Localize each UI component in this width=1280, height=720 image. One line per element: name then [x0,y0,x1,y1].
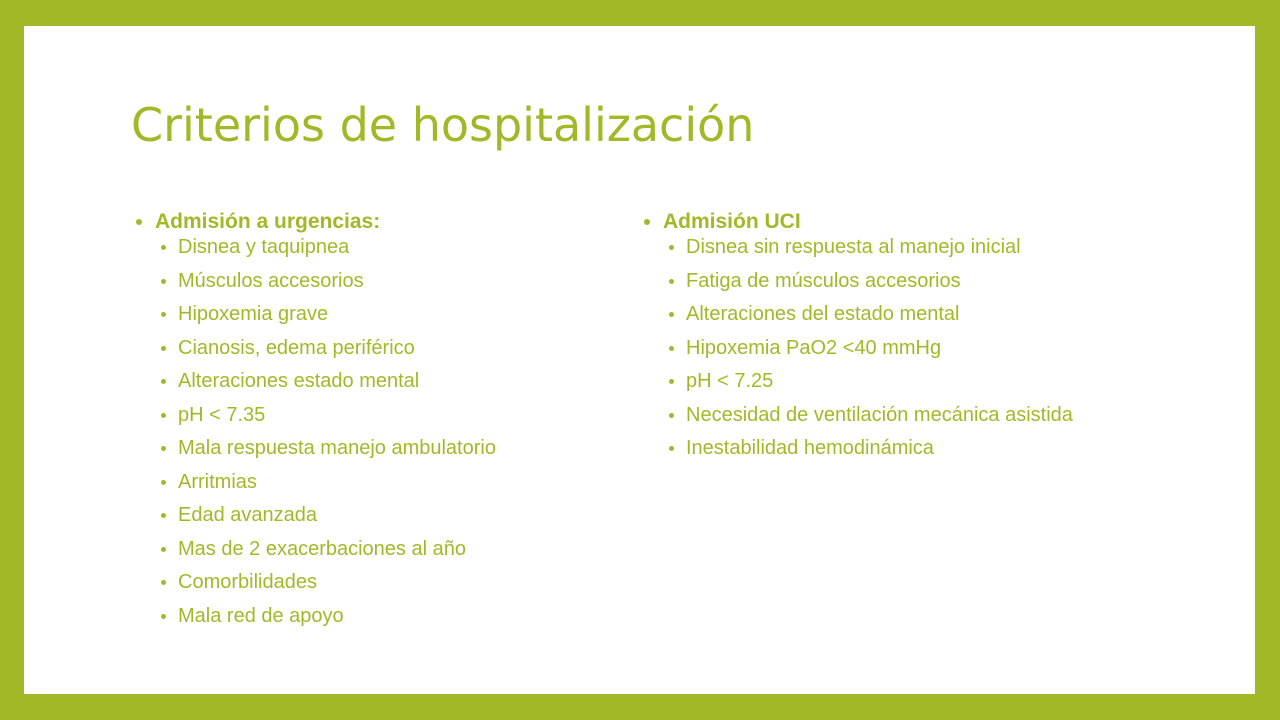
right-column-heading-text: Admisión UCI [663,210,801,233]
list-item-text: pH < 7.25 [686,370,774,392]
list-item-text: Alteraciones estado mental [178,370,420,392]
bullet-icon [161,614,166,619]
bullet-icon [669,346,674,351]
bullet-icon [669,245,674,250]
list-item-text: Disnea y taquipnea [178,236,350,258]
list-item-text: Arritmias [178,470,257,493]
bullet-icon [161,446,166,451]
bullet-icon [669,279,674,284]
list-item-text: Mas de 2 exacerbaciones al año [178,537,466,560]
slide-canvas [24,26,1255,694]
bullet-icon [161,580,166,585]
list-item [178,504,606,527]
list-item-text: Mala red de apoyo [178,604,344,627]
list-item-text: Necesidad de ventilación mecánica asistida [686,403,1073,426]
list-item [178,404,606,427]
bullet-icon [669,413,674,418]
right-column [644,208,1124,471]
list-item-text: pH < 7.35 [178,403,266,426]
bullet-icon [161,245,166,250]
bullet-icon [161,312,166,317]
list-item-text: Cianosis, edema periférico [178,336,415,359]
bullet-icon [161,379,166,384]
bullet-icon [161,279,166,284]
bullet-icon [161,547,166,552]
list-item-text: Hipoxemia PaO2 <40 mmHg [686,336,942,359]
list-item [178,538,606,561]
bullet-icon [669,312,674,317]
list-item [686,437,1124,460]
list-item-text: Alteraciones del estado mental [686,303,960,325]
left-column-list [136,236,606,628]
list-item-text: Fatiga de músculos accesorios [686,269,961,292]
list-item-text: Disnea sin respuesta al manejo inicial [686,236,1021,258]
right-column-heading [644,208,1124,236]
list-item-text: Edad avanzada [178,504,318,526]
list-item [178,471,606,494]
list-item [178,605,606,628]
list-item [178,571,606,594]
list-item [686,303,1124,326]
bullet-icon [161,480,166,485]
list-item-text: Músculos accesorios [178,269,364,292]
list-item [686,236,1124,259]
list-item [178,337,606,360]
list-item [178,437,606,460]
bullet-icon [161,513,166,518]
bullet-icon [669,446,674,451]
left-column-heading-text: Admisión a urgencias: [155,210,381,233]
slide-title: Criterios de hospitalización [131,98,755,152]
list-item-text: Mala respuesta manejo ambulatorio [178,437,496,459]
bullet-icon [161,413,166,418]
list-item [686,337,1124,360]
left-column-heading [136,208,606,236]
list-item [178,236,606,259]
list-item-text: Hipoxemia grave [178,303,329,325]
bullet-icon [669,379,674,384]
list-item-text: Inestabilidad hemodinámica [686,437,934,459]
bullet-icon [161,346,166,351]
right-column-list [644,236,1124,460]
list-item [686,270,1124,293]
list-item [686,404,1124,427]
bullet-icon [644,219,650,225]
list-item [178,303,606,326]
list-item-text: Comorbilidades [178,571,317,593]
list-item [178,270,606,293]
list-item [178,370,606,393]
left-column [136,208,606,638]
list-item [686,370,1124,393]
bullet-icon [136,219,142,225]
